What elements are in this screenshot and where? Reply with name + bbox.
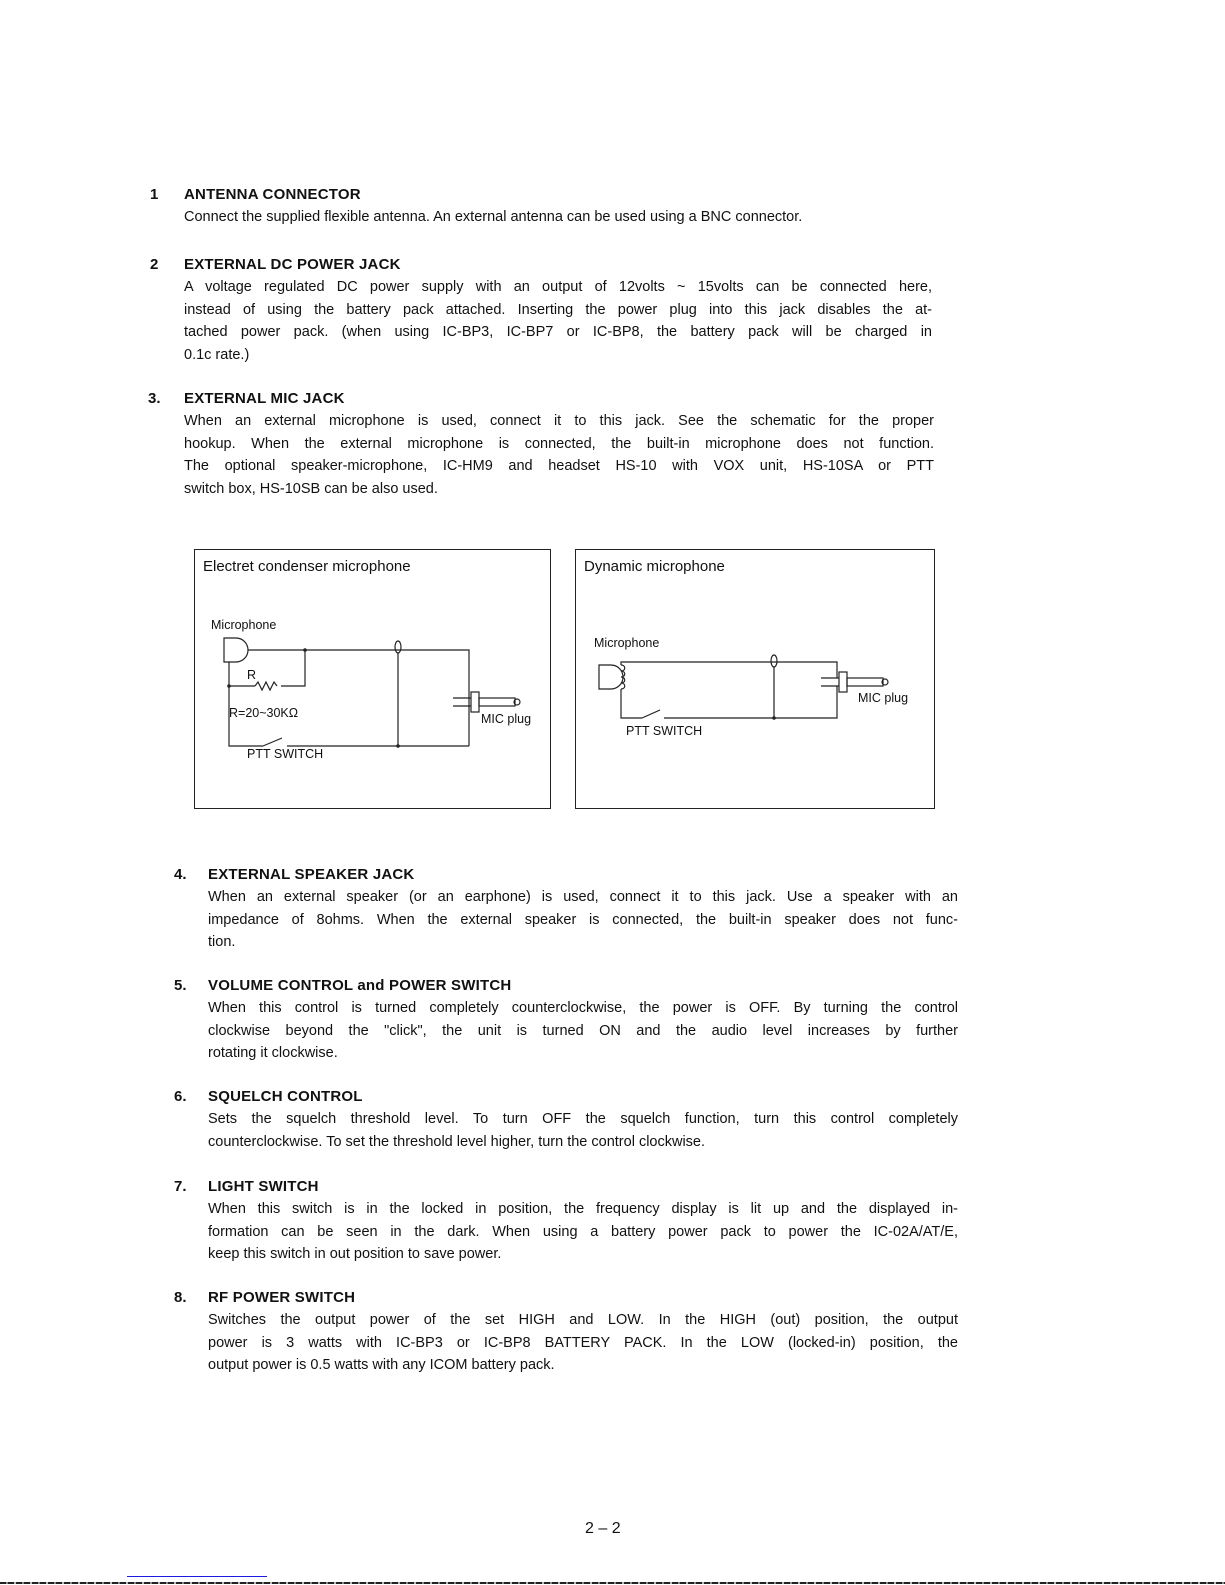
body-line: instead of using the battery pack attached. Inserting the power plug into this jack disables the at-: [184, 301, 932, 318]
mic-plug-icon: [471, 692, 479, 712]
plug-terminals: [821, 678, 839, 686]
section-heading: EXTERNAL MIC JACK: [184, 390, 345, 407]
section-body: [208, 1309, 958, 1377]
body-line: Switches the output power of the set HIGH and LOW. In the HIGH (out) position, the output: [208, 1312, 958, 1328]
body-line: tion.: [208, 934, 236, 950]
body-line: When an external speaker (or an earphone) is used, connect it to this jack. Use a speaker with an: [208, 889, 958, 905]
page-number: 2 – 2: [585, 1520, 621, 1537]
body-line: formation can be seen in the dark. When using a battery power pack to power the IC-02A/AT/E,: [208, 1223, 958, 1240]
body-line: tached power pack. (when using IC-BP3, IC-BP7 or IC-BP8, the battery pack will be charged in: [184, 324, 932, 340]
body-line: When this control is turned completely counterclockwise, the power is OFF. By turning the control: [208, 1000, 958, 1016]
signal-wire: [248, 650, 469, 746]
dynamic-microphone-diagram: [575, 549, 935, 809]
section-heading: RF POWER SWITCH: [208, 1289, 356, 1306]
section-body: [184, 276, 932, 366]
body-line: 0.1c rate.): [184, 346, 250, 363]
section-number: 2: [150, 256, 159, 273]
electret-microphone-diagram: [194, 549, 551, 809]
section-body: [184, 206, 944, 229]
diagram-title: Dynamic microphone: [584, 558, 725, 575]
resistor-label: R: [247, 668, 257, 682]
body-line: counterclockwise. To set the threshold level higher, turn the control clockwise.: [208, 1133, 706, 1150]
section-heading: SQUELCH CONTROL: [208, 1088, 363, 1105]
section-number: 7.: [174, 1178, 187, 1195]
section-body: [208, 1108, 958, 1153]
body-line: hookup. When the external microphone is connected, the built-in microphone does not function.: [184, 435, 934, 452]
microphone-icon: [224, 638, 248, 662]
section-number: 3.: [148, 390, 161, 407]
body-line: Connect the supplied flexible antenna. An external antenna can be used using a BNC connector.: [184, 209, 803, 225]
microphone-label: Microphone: [594, 636, 660, 650]
body-line: A voltage regulated DC power supply with an output of 12volts ~ 15volts can be connected here,: [184, 279, 932, 295]
bottom-divider: [0, 1582, 1225, 1584]
body-line: keep this switch in out position to save power.: [208, 1246, 502, 1262]
section-heading: EXTERNAL SPEAKER JACK: [208, 866, 415, 883]
resistor-wire-top: [281, 650, 305, 686]
electret-schematic: [195, 550, 550, 808]
body-line: impedance of 8ohms. When the external speaker is connected, the built-in speaker does not func-: [208, 911, 958, 928]
body-line: rotating it clockwise.: [208, 1045, 338, 1061]
ptt-switch-label: PTT SWITCH: [626, 724, 703, 738]
section-number: 6.: [174, 1088, 187, 1105]
mic-plug-label: MIC plug: [858, 691, 909, 705]
resistor-icon: [255, 682, 277, 690]
section-body: [208, 1198, 958, 1266]
plug-terminals: [453, 698, 471, 706]
ptt-switch-label: PTT SWITCH: [247, 747, 324, 761]
section-heading: EXTERNAL DC POWER JACK: [184, 256, 401, 273]
section-number: 8.: [174, 1289, 187, 1306]
section-number: 4.: [174, 866, 187, 883]
shield-icon: [771, 655, 777, 667]
resistor-value-label: R=20~30KΩ: [229, 706, 299, 720]
section-heading: ANTENNA CONNECTOR: [184, 186, 361, 203]
section-body: [208, 886, 958, 954]
ground-wire-left: [229, 662, 263, 746]
shield-icon: [395, 641, 401, 653]
microphone-label: Microphone: [211, 618, 277, 632]
body-line: clockwise beyond the "click", the unit is turned ON and the audio level increases by further: [208, 1022, 958, 1039]
ground-wire-right: [664, 686, 837, 718]
section-body: [208, 997, 958, 1065]
mic-plug-label: MIC plug: [481, 712, 532, 726]
ptt-switch-icon: [263, 738, 282, 746]
section-number: 5.: [174, 977, 187, 994]
dynamic-schematic: [576, 550, 934, 808]
body-line: When an external microphone is used, connect it to this jack. See the schematic for the proper: [184, 413, 934, 429]
section-heading: LIGHT SWITCH: [208, 1178, 319, 1195]
body-line: power is 3 watts with IC-BP3 or IC-BP8 BATTERY PACK. In the LOW (locked-in) position, the: [208, 1334, 958, 1351]
body-line: output power is 0.5 watts with any ICOM battery pack.: [208, 1357, 555, 1373]
section-body: [184, 410, 934, 500]
body-line: switch box, HS-10SB can be also used.: [184, 480, 438, 497]
signal-wire: [621, 662, 837, 678]
body-line: The optional speaker-microphone, IC-HM9 and headset HS-10 with VOX unit, HS-10SA or PTT: [184, 458, 934, 474]
section-number: 1: [150, 186, 159, 203]
body-line: When this switch is in the locked in position, the frequency display is lit up and the displayed in-: [208, 1201, 958, 1217]
section-heading: VOLUME CONTROL and POWER SWITCH: [208, 977, 512, 994]
microphone-icon: [599, 665, 623, 689]
body-line: Sets the squelch threshold level. To turn OFF the squelch function, turn this control completely: [208, 1111, 958, 1127]
ground-wire-left: [621, 689, 642, 718]
mic-plug-icon: [839, 672, 847, 692]
ptt-switch-icon: [642, 710, 660, 718]
link-underline: [127, 1576, 267, 1577]
diagram-title: Electret condenser microphone: [203, 558, 411, 575]
coil-icon: [621, 665, 625, 689]
